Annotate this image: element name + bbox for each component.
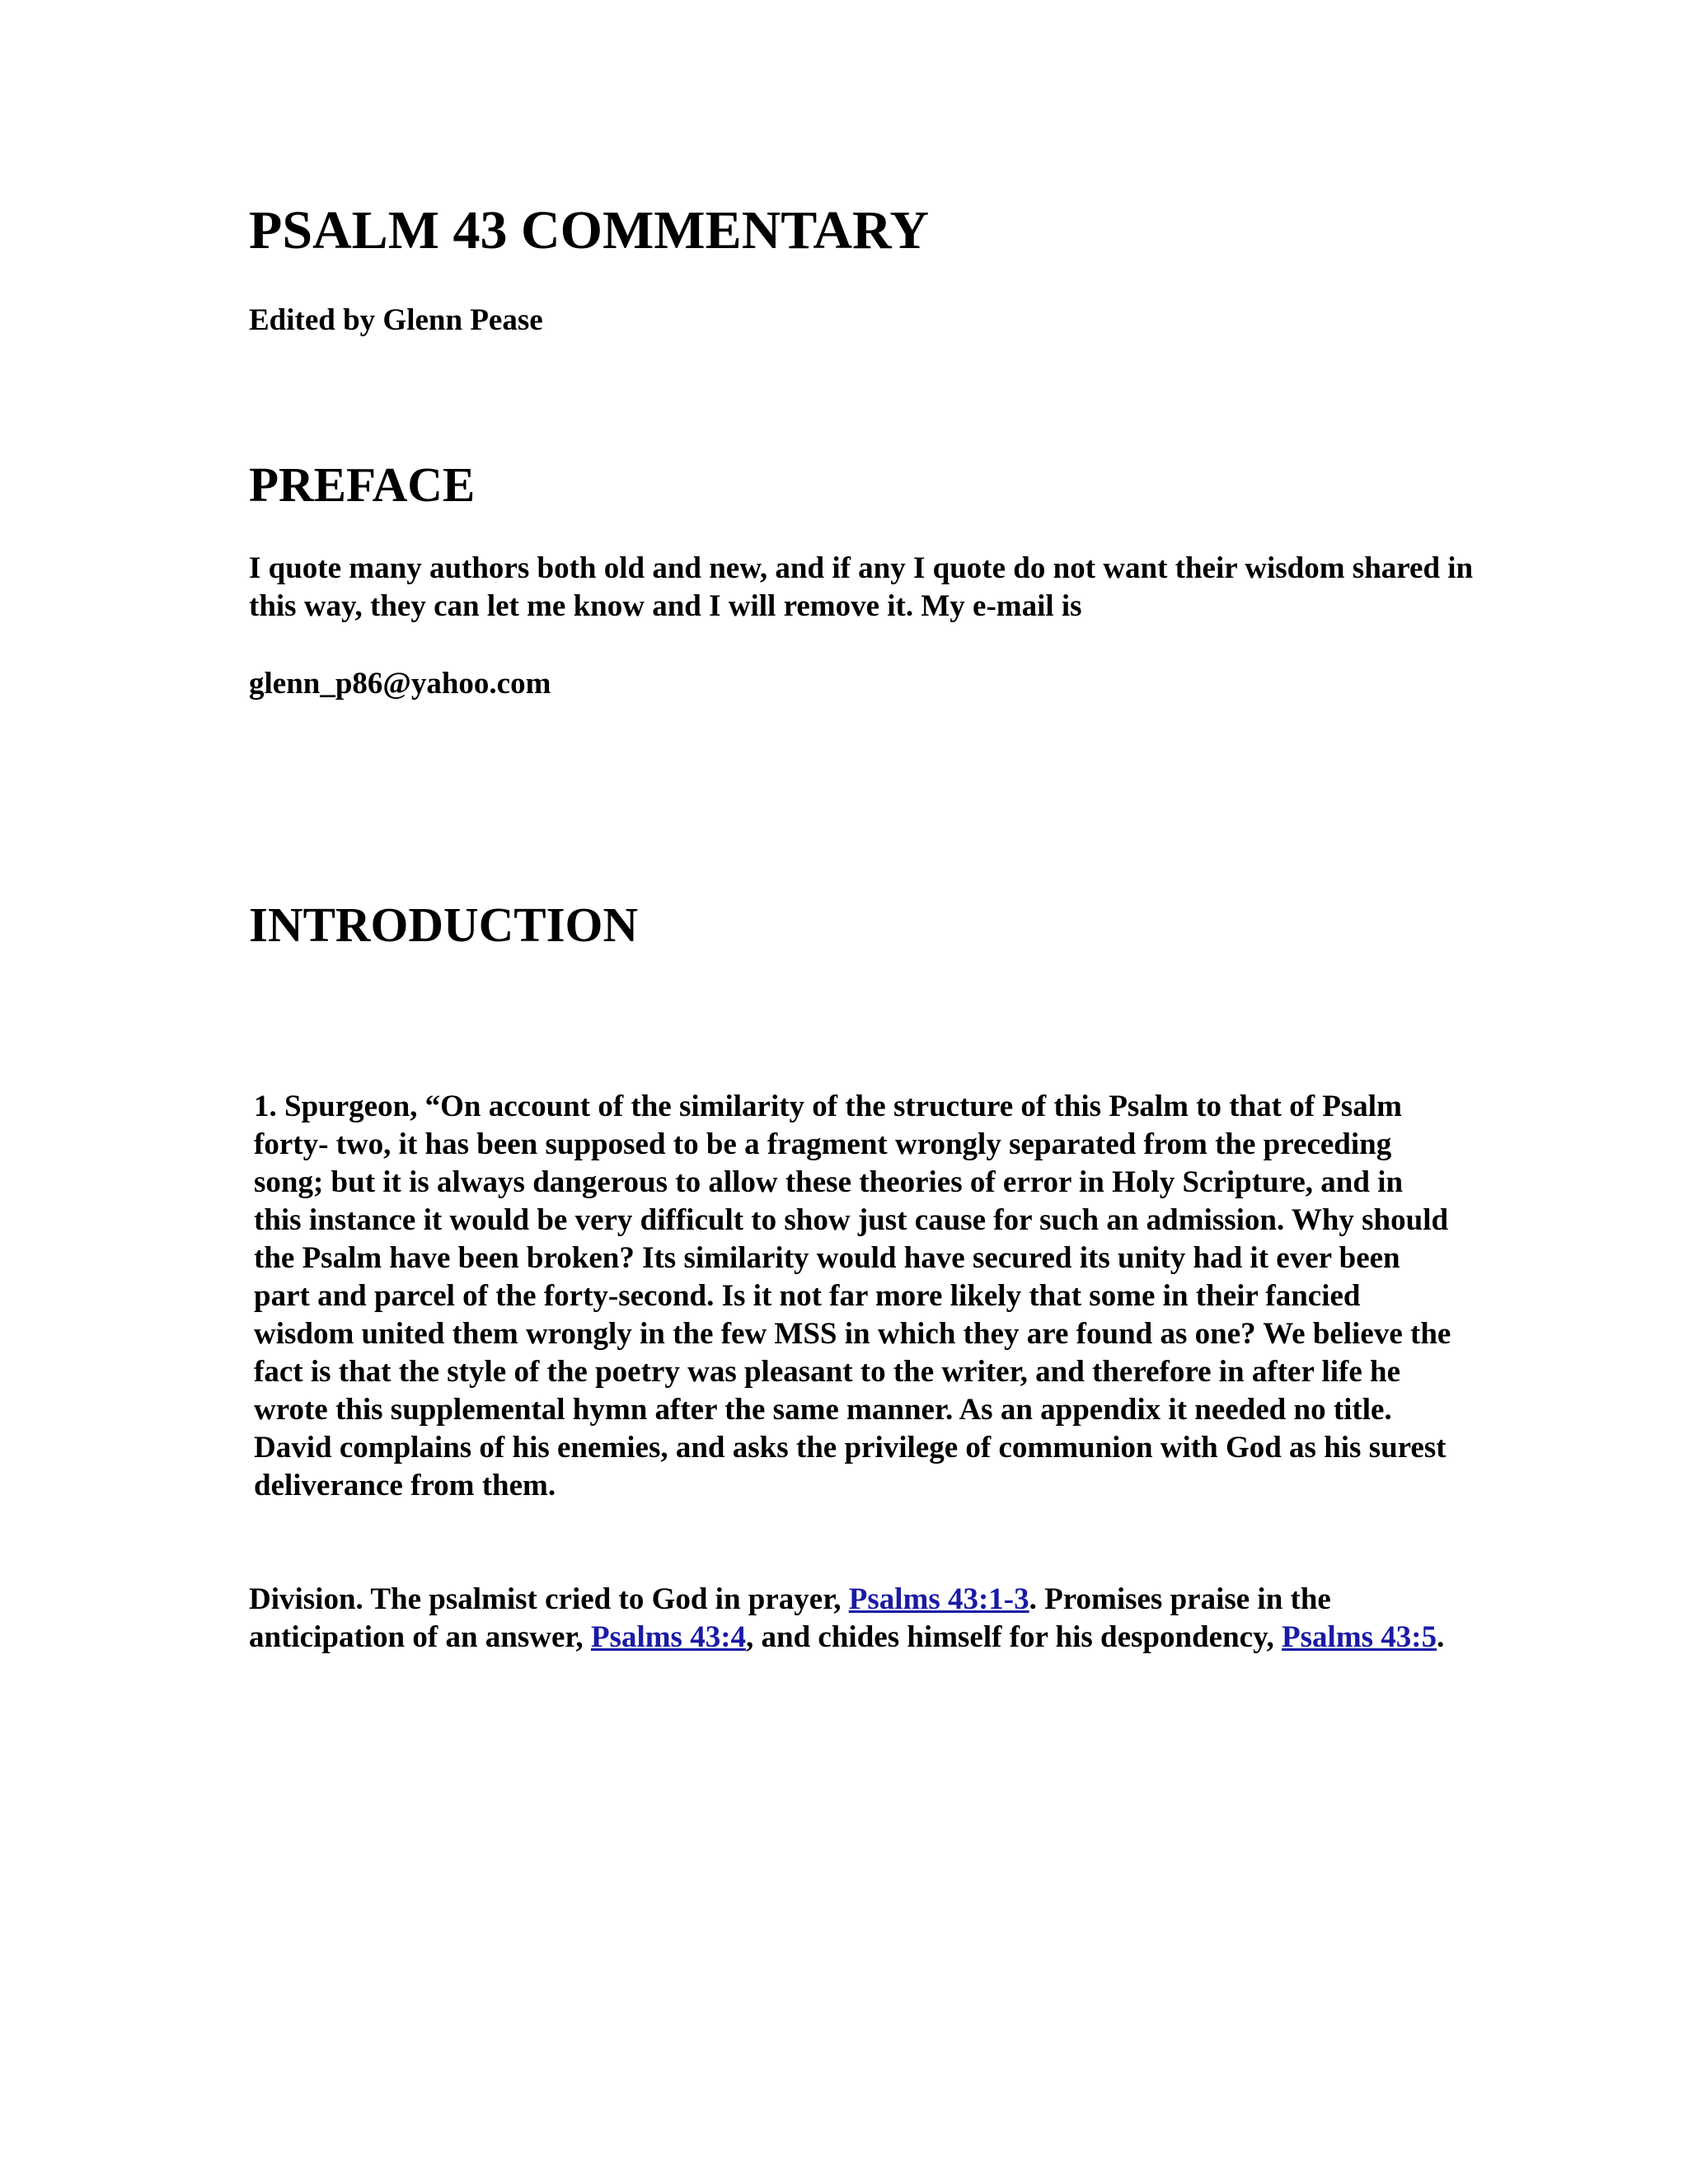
document-title: PSALM 43 COMMENTARY [249, 200, 930, 260]
division-text-3: , and chides himself for his despondency, [746, 1620, 1282, 1654]
psalm-43-4-link[interactable]: Psalms 43:4 [590, 1620, 747, 1654]
introduction-heading: INTRODUCTION [249, 898, 639, 952]
email-address: glenn_p86@yahoo.com [249, 667, 551, 701]
psalm-43-5-link[interactable]: Psalms 43:5 [1282, 1620, 1437, 1654]
editor-credit: Edited by Glenn Pease [249, 303, 543, 337]
psalm-43-1-3-link[interactable]: Psalms 43:1-3 [848, 1582, 1029, 1616]
division-text-4: . [1437, 1620, 1445, 1654]
preface-text: I quote many authors both old and new, and if any I quote do not want their wisdom shared in this way, they can let me know and I will remove it. My e-mail is [249, 551, 1474, 623]
division-paragraph [249, 1581, 1461, 1657]
division-text-2: . Promises praise in the anticipation of an answer, [249, 1582, 1331, 1654]
spurgeon-quote: 1. Spurgeon, “On account of the similarity of the structure of this Psalm to that of Psalm forty- two, it has been supposed to be a fragment wrongly separated from the preceding song; but it is always dangerous to allow these theories of error in Holy Scripture, and in this instance it would be very difficult to show just cause for such an admission. Why should the Psalm have been broken? Its similarity would have secured its unity had it ever been part and parcel of the forty-second. Is it not far more likely that some in their fancied wisdom united them wrongly in the few MSS in which they are found as one? We believe the fact is that the style of the poetry was pleasant to the writer, and therefore in after life he wrote this supplemental hymn after the same manner. As an appendix it needed no title. David complains of his enemies, and asks the privilege of communion with God as his surest deliverance from them. [254, 1090, 1451, 1502]
division-text-1: Division. The psalmist cried to God in prayer, [249, 1582, 849, 1616]
preface-heading: PREFACE [249, 457, 476, 512]
